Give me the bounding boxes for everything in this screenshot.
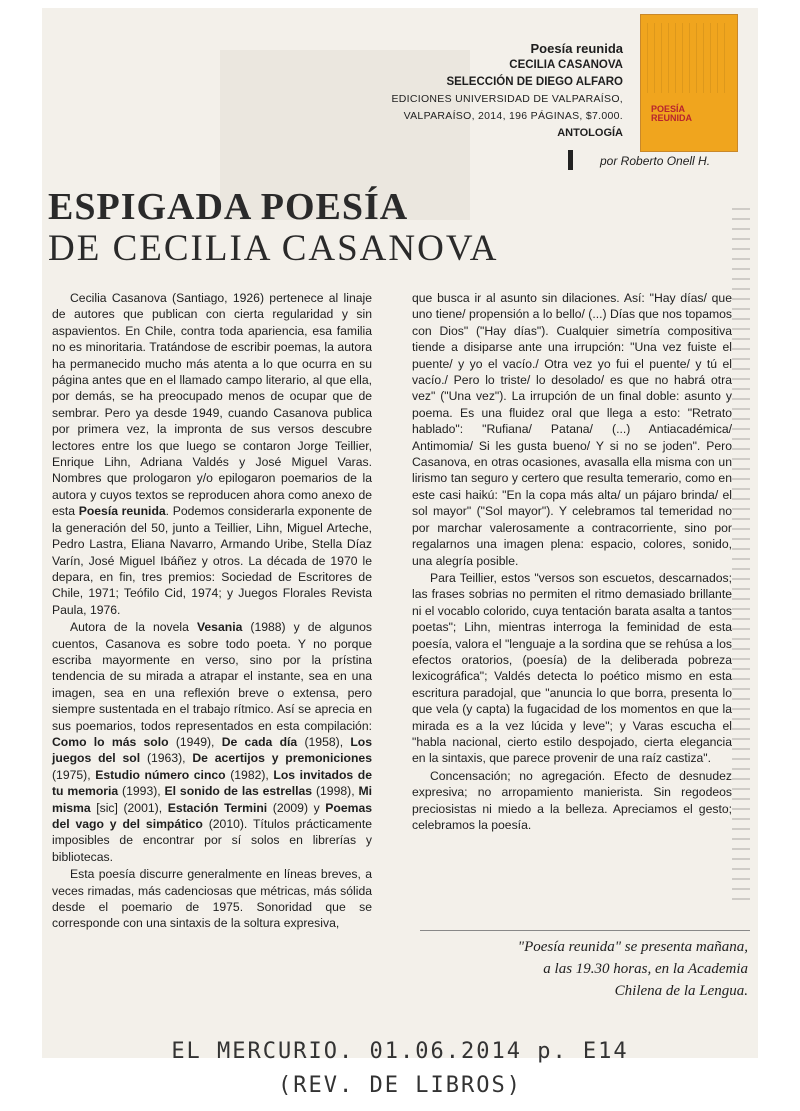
headline-line-1: ESPIGADA POESÍA — [48, 186, 409, 228]
work-year: [sic] (2001), — [96, 800, 163, 815]
work-title: Poemas del vago y del simpático — [52, 800, 373, 831]
book-title-mention: Poesía reunida — [78, 504, 166, 519]
work-year: (1963), — [146, 751, 186, 766]
work-year: (1975), — [52, 767, 91, 782]
work-title: Mi misma — [52, 784, 373, 815]
book-title: Poesía reunida — [530, 41, 623, 56]
work-title: Los invitados de tu memoria — [52, 767, 372, 799]
paragraph: Esta poesía discurre generalmente en líneas breves, a veces rimadas, más cadenciosas que métricas, más sólida desde el poemario de 1975. Sonoridad que se corresponde con una sintaxis de la soltura expresiva, — [52, 867, 372, 931]
book-author: CECILIA CASANOVA — [509, 59, 623, 71]
book-info — [358, 40, 623, 142]
handwritten-annotation — [60, 1035, 740, 1103]
work-title: De acertijos y premoniciones — [192, 751, 372, 766]
byline: por Roberto Onell H. — [600, 154, 711, 168]
work-year: (1998), — [315, 784, 355, 799]
work-title: Los juegos del sol — [52, 734, 373, 766]
novel-title: Vesania — [196, 620, 243, 635]
work-year: (1993), — [122, 784, 161, 799]
article-column-1 — [52, 290, 372, 932]
event-note — [420, 936, 748, 1002]
headline — [48, 186, 648, 270]
event-note-line-3: Chilena de la Lengua. — [614, 983, 748, 999]
cover-title — [651, 105, 692, 123]
headline-line-2: DE CECILIA CASANOVA — [48, 228, 499, 269]
text-run: Títulos prácticamente imposibles de encontrar por sí solos en librerías y bibliotecas. — [52, 817, 372, 864]
paragraph — [52, 290, 372, 618]
paragraph: Concensación; no agregación. Efecto de desnudez expresiva; no arropamiento manierista. Sin regodeos preciosistas ni miedo a la belleza. Apreciamos el gesto; celebramos la poesía. — [412, 768, 732, 832]
article-column-2 — [412, 290, 732, 833]
handwritten-section: (REV. DE LIBROS) — [278, 1073, 522, 1098]
book-genre: ANTOLOGÍA — [557, 127, 623, 139]
work-title: El sonido de las estrellas — [164, 784, 313, 799]
event-note-line-2: a las 19.30 horas, en la Academia — [543, 961, 748, 977]
paragraph: Para Teillier, estos "versos son escuetos, descarnados; las frases sobrias no permiten el ritmo demasiado brillante ni el vocablo colorido, cuya tentación barata asalta a tantos poetas"; Lihn, mientras interroga la feminidad de esta poesía, valora el "lenguaje a la sordina que se rehúsa a los efectos oratorios, (poesía) de la deliberada pobreza lexicográfica"; Valdés detecta lo poético mismo en esta escritura paradojal, que "anuncia lo que borra, presenta lo que vela (y capta) la fugacidad de los momentos en que la mirada es a la vez lúcida y leve"; y Varas escucha el "habla nacional, cierto estilo despojado, cierta elegancia en la sintaxis, que parece provenir de una raíz castiza". — [412, 570, 732, 766]
book-cover-image — [640, 14, 738, 152]
page-edge-marks — [732, 200, 750, 900]
book-selection: SELECCIÓN DE DIEGO ALFARO — [446, 76, 623, 88]
text-run: . Podemos considerarla exponente de la generación del 50, junto a Teillier, Lihn, Miguel Arteche, Pedro Lastra, Eliana Navarro, Armando Uribe, Stella Díaz Varín, José Miguel Ibáñez y otros. La década de 1970 le depara, en fin, tres premios: Sociedad de Escritores de Chile, 1971; Teófilo Cid, 1974; y Juegos Florales Revista Paula, 1976. — [52, 504, 373, 617]
divider — [420, 930, 750, 931]
work-year: (2009) y — [272, 800, 320, 815]
work-year: (1958), — [304, 734, 344, 749]
work-title: Estudio número cinco — [95, 767, 226, 782]
text-run: Autora de la novela — [70, 620, 189, 635]
work-year: (2010). — [208, 817, 248, 831]
text-run: (1988) y de algunos cuentos, Casanova es sobre todo poeta. Y no porque escriba mayormente en verso, sino por la prístina tendencia de su mirada a atrapar el instante, sea en una imagen, sea en una reflexión breve o extensa, pero siempre sustentada en el trabajo rítmico. Así se aprecia en sus poemarios, todos representados en esta compilación: — [52, 620, 373, 733]
cover-pattern — [647, 23, 731, 93]
handwritten-source: EL MERCURIO. 01.06.2014 p. E14 — [171, 1039, 629, 1064]
text-run: Cecilia Casanova (Santiago, 1926) pertenece al linaje de autores que publican con cierta regularidad y sin aspavientos. En Chile, contra toda apariencia, esa familia no es minoritaria. Tratándose de escribir poemas, la autora ha permanecido mucho más atenta a lo que ocurra en su página antes que en el llamado campo literario, al que ella, por demás, se ha preocupado menos de ocupar que de sembrar. Pero ya desde 1949, cuando Casanova publica por primera vez, la impronta de sus versos descubre lectores entre los que luego se contaron Jorge Teillier, Enrique Lihn, Adriana Valdés y José Miguel Varas. Nombres que prologaron y/o epilogaron poemarios de la autora y cuyos textos se reproducen ahora como anexo de esta — [52, 291, 372, 519]
cover-title-2: REUNIDA — [651, 113, 693, 123]
work-year: (1982), — [230, 767, 269, 782]
work-title: Como lo más solo — [52, 734, 169, 749]
cover-title-1: POESÍA — [651, 104, 686, 114]
book-publisher: EDICIONES UNIVERSIDAD DE VALPARAÍSO, — [391, 93, 623, 105]
paragraph: que busca ir al asunto sin dilaciones. Así: "Hay días/ que uno tiene/ propensión a lo bello/ (...) Días que nos topamos con Dios" ("Hay días"). Cualquier simetría compositiva tiende a disiparse ante una irrupción: "Una vez fuiste el puente/ y yo el vacío./ Otra vez yo fui el puente/ y tú el vacío./ Pero lo triste/ lo desolado/ es que no habrá otra vez" ("Una vez"). La irrupción de un final doble: asunto y poema. Es una fluidez oral que llega a esto: "Retrato hablado": "Rufiana/ Patana/ (...) Antiacadémica/ Antimomia/ Si les gusta bueno/ Y si no se joden". Pero Casanova, en otras ocasiones, avasalla ella misma con un lirismo tan seguro y certero que resulta temerario, como en este casi haikú: "En la copa más alta/ un pájaro brinda/ el sol mayor" ("Sol mayor"). Y celebramos tal temeridad no por marchar valerosamente a contracorriente, sino por regalarnos una imagen plena: espacio, colores, sonido, una alegría posible. — [412, 291, 732, 568]
event-note-line-1: "Poesía reunida" se presenta mañana, — [517, 939, 748, 955]
byline-bar — [568, 150, 573, 170]
book-details: VALPARAÍSO, 2014, 196 PÁGINAS, $7.000. — [403, 110, 623, 122]
work-title: Estación Termini — [167, 800, 268, 815]
paragraph — [52, 619, 372, 865]
work-year: (1949), — [175, 734, 215, 749]
work-title: De cada día — [221, 734, 298, 749]
